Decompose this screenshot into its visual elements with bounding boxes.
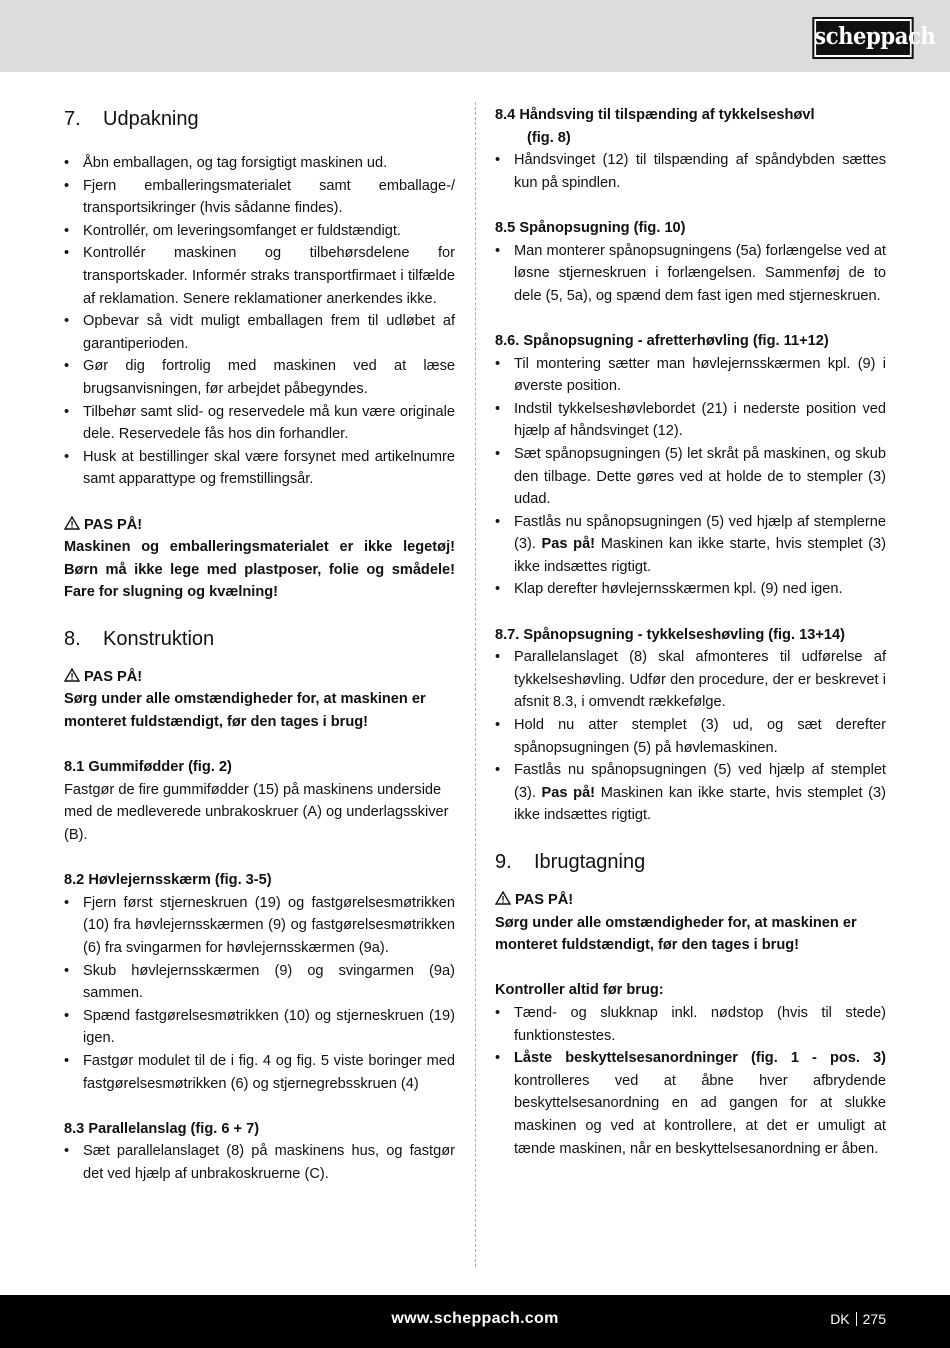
subsection-8-4-title-cont: (fig. 8): [527, 129, 571, 146]
warning-text: Maskinen og emballeringsmaterialet er ikke legetøj! Børn må ikke lege med plastposer, folie og smådele! Fare for slugning og kvælning!: [64, 539, 455, 601]
list-item: • Indstil tykkelseshøvlebordet (21) i nederste position ved hjælp af håndsvinget (12).: [495, 398, 886, 443]
list-item: • Kontrollér maskinen og tilbehørsdelene for transportskader. Informér straks transportfirmaet i tilfælde af reklamation. Senere reklamationer anerkendes ikke.: [64, 242, 455, 310]
subsection-8-5-title: 8.5 Spånopsugning (fig. 10): [495, 219, 686, 236]
list-item: • Sæt spånopsugningen (5) let skråt på maskinen, og skub den tilbage. Dette gøres ved at holde de to stempler (3) udad.: [495, 443, 886, 511]
section-7-heading: 7. Udpakning: [64, 108, 199, 130]
subsection-8-3-title: 8.3 Parallelanslag (fig. 6 + 7): [64, 1120, 260, 1137]
warning-heading: PAS PÅ!: [64, 514, 455, 537]
list-item: • Til montering sætter man høvlejernsskærmen kpl. (9) i øverste position.: [495, 353, 886, 398]
subsection-8-1-text: Fastgør de fire gummifødder (15) på maskinens underside med de medleverede unbrakoskruer (A) og underlagsskiver (B).: [64, 781, 449, 844]
subsection-8-6-title: 8.6. Spånopsugning - afretterhøvling (fig. 11+12): [495, 332, 829, 349]
list-item: • Fastlås nu spånopsugningen (5) ved hjælp af stemplet (3). Pas på! Maskinen kan ikke starte, hvis stemplet (3) ikke indsættes rigtigt.: [495, 759, 886, 827]
section-7-list: [64, 152, 455, 491]
column-divider: [475, 102, 476, 1267]
list-item: • Fjern emballeringsmaterialet samt emballage-/ transportsikringer (hvis sådanne findes).: [64, 175, 455, 220]
subsection-8-7-list: [495, 646, 886, 827]
list-item: • Opbevar så vidt muligt emballagen frem til udløbet af garantiperioden.: [64, 310, 455, 355]
subsection-8-4-title: 8.4 Håndsving til tilspænding af tykkelseshøvl: [495, 107, 815, 123]
subsection-8-1-title: 8.1 Gummifødder (fig. 2): [64, 759, 232, 776]
left-column: [64, 104, 455, 1186]
list-item: • Gør dig fortrolig med maskinen ved at læse brugsanvisningen, før arbejdet påbegyndes.: [64, 355, 455, 400]
subsection-8-6-list: [495, 353, 886, 602]
subsection-8-2-list: [64, 892, 455, 1095]
list-item: • Låste beskyttelsesanordninger (fig. 1 - pos. 3) kontrolleres ved at åbne hver afbrydende beskyttelsesanordning en ad gangen for at slukke maskinen og ved at kontrollere, at det er umuligt at tænde maskinen, når en beskyttelsesanordning er åben.: [495, 1047, 886, 1160]
page-number: DK 275: [830, 1311, 886, 1327]
list-item: • Husk at bestillinger skal være forsynet med artikelnumre samt apparattype og fremstillingsår.: [64, 446, 455, 491]
warning-text: Sørg under alle omstændigheder for, at maskinen er monteret fuldstændigt, før den tages i brug!: [495, 914, 857, 954]
list-item: • Klap derefter høvlejernsskærmen kpl. (9) ned igen.: [495, 578, 886, 601]
section-8-heading: 8. Konstruktion: [64, 627, 215, 650]
list-item: • Fastlås nu spånopsugningen (5) ved hjælp af stemplerne (3). Pas på! Maskinen kan ikke starte, hvis stemplet (3) ikke indsættes rigtigt.: [495, 511, 886, 579]
list-item: • Kontrollér, om leveringsomfanget er fuldstændigt.: [64, 220, 455, 243]
list-item: • Man monterer spånopsugningens (5a) forlængelse ved at løsne stjerneskruen i forlængelsen. Sammenføj de to dele (5, 5a), og spænd dem fast igen med stjerneskruen.: [495, 240, 886, 308]
header-bar: [0, 0, 950, 72]
list-item: • Skub høvlejernsskærmen (9) og svingarmen (9a) sammen.: [64, 960, 455, 1005]
list-item: • Parallelanslaget (8) skal afmonteres til udførelse af tykkelseshøvling. Udfør den procedure, der er beskrevet i afsnit 8.3, i omvendt rækkefølge.: [495, 646, 886, 714]
checklist: [495, 1002, 886, 1160]
footer-bar: [0, 1295, 950, 1348]
list-item: • Fastgør modulet til de i fig. 4 og fig. 5 viste boringer med fastgørelsesmøtrikken (6) og stjernegrebsskruen (4): [64, 1050, 455, 1095]
list-item: • Håndsvinget (12) til tilspænding af spåndybden sættes kun på spindlen.: [495, 149, 886, 194]
list-item: • Hold nu atter stemplet (3) ud, og sæt derefter spånopsugningen (5) på høvlemaskinen.: [495, 714, 886, 759]
list-item: • Tænd- og slukknap inkl. nødstop (hvis til stede) funktionstestes.: [495, 1002, 886, 1047]
website-link[interactable]: www.scheppach.com: [391, 1310, 559, 1327]
scheppach-logo: scheppach: [812, 17, 913, 59]
section-9-heading: 9. Ibrugtagning: [495, 851, 646, 873]
subsection-8-2-title: 8.2 Høvlejernsskærm (fig. 3-5): [64, 872, 272, 889]
right-column: [495, 104, 886, 1160]
list-item: • Spænd fastgørelsesmøtrikken (10) og stjerneskruen (19) igen.: [64, 1005, 455, 1050]
list-item: • Åbn emballagen, og tag forsigtigt maskinen ud.: [64, 152, 455, 175]
list-item: • Tilbehør samt slid- og reservedele må kun være originale dele. Reservedele fås hos din forhandler.: [64, 401, 455, 446]
subsection-8-7-title: 8.7. Spånopsugning - tykkelseshøvling (fig. 13+14): [495, 626, 845, 643]
warning-triangle-icon: [64, 668, 80, 682]
subsection-8-4-list: [495, 149, 886, 194]
checklist-title: Kontroller altid før brug:: [495, 982, 664, 999]
subsection-8-3-list: [64, 1140, 455, 1185]
warning-heading: PAS PÅ!: [64, 666, 455, 689]
warning-triangle-icon: [495, 891, 511, 905]
warning-text: Sørg under alle omstændigheder for, at maskinen er monteret fuldstændigt, før den tages i brug!: [64, 691, 426, 731]
subsection-8-5-list: [495, 240, 886, 308]
list-item: • Fjern først stjerneskruen (19) og fastgørelsesmøtrikken (10) fra høvlejernsskærmen (9) og fastgørelsesmøtrikken (6) fra svingarmen for høvlejernsskærmen (9a).: [64, 892, 455, 960]
list-item: • Sæt parallelanslaget (8) på maskinens hus, og fastgør det ved hjælp af unbrakoskruerne (C).: [64, 1140, 455, 1185]
warning-triangle-icon: [64, 516, 80, 530]
warning-heading: PAS PÅ!: [495, 889, 886, 912]
